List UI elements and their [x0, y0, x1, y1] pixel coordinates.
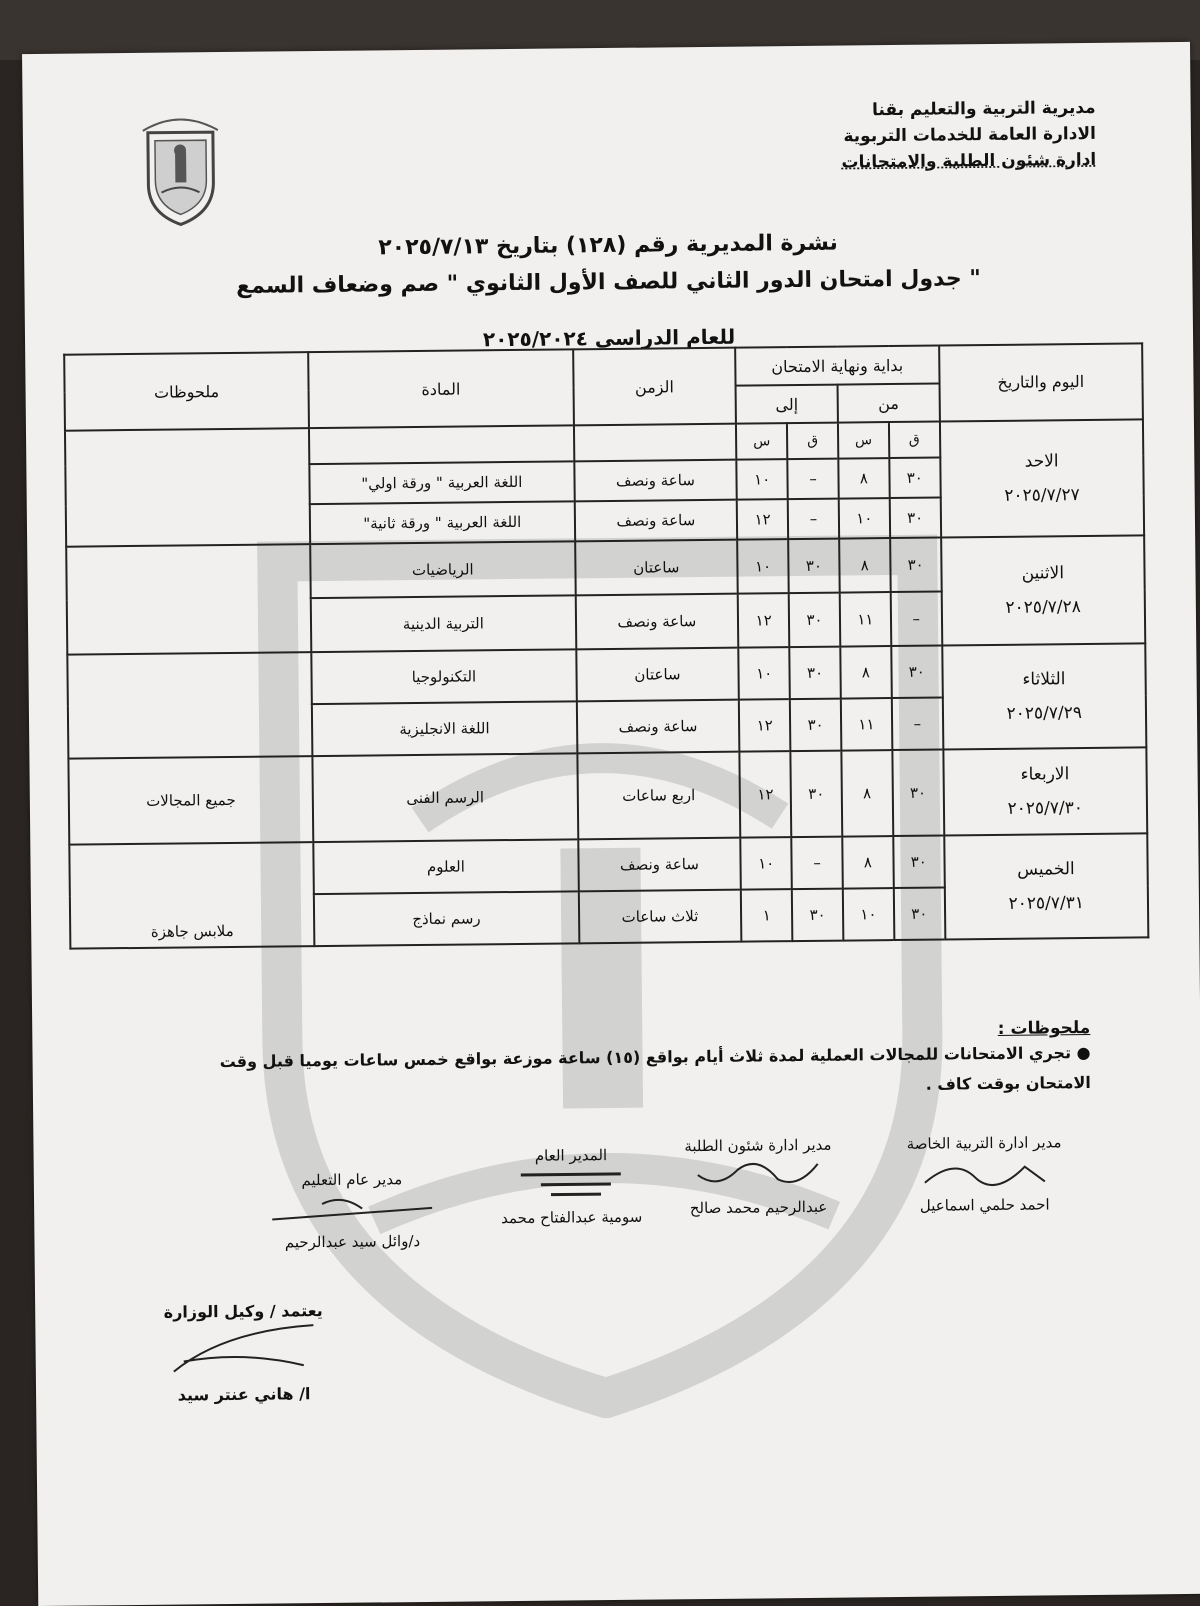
header-from: من — [837, 384, 939, 423]
day-date: ٢٠٢٥/٧/٢٨ — [1005, 597, 1081, 618]
header-line-2: الادارة العامة للخدمات التربوية — [843, 123, 1097, 147]
to-q: ٣٠ — [789, 647, 840, 700]
duration: ساعتان — [575, 540, 738, 596]
notes-cell: ملابس جاهزة — [69, 842, 314, 949]
header-day-date: اليوم والتاريخ — [939, 343, 1143, 421]
day-cell-tuesday — [942, 643, 1146, 749]
notes-title: ملحوظات : — [997, 1017, 1091, 1039]
subject: الرسم الفنى — [313, 753, 578, 842]
issuer-header — [841, 95, 1097, 176]
to-s: ١٢ — [739, 699, 790, 752]
signature-title: يعتمد / وكيل الوزارة — [163, 1301, 323, 1322]
to-q: – — [787, 459, 838, 500]
from-s: ٨ — [838, 458, 889, 499]
duration: ساعة ونصف — [575, 594, 738, 650]
to-s: ١٢ — [740, 751, 792, 838]
from-q: ٣٠ — [892, 750, 944, 837]
from-s: ٨ — [839, 538, 890, 593]
subheader-to-s: س — [736, 423, 787, 460]
schedule-title: جدول امتحان الدور الثاني للصف الأول الثانوي " صم وضعاف السمع " — [236, 266, 981, 299]
subject: التكنولوجيا — [311, 649, 576, 704]
subheader-from-q: ق — [889, 422, 940, 459]
note-line-2: الامتحان بوقت كاف . — [925, 1072, 1091, 1094]
notes-cell — [67, 652, 312, 759]
subject: العلوم — [313, 839, 578, 894]
ministry-seal-icon — [133, 112, 229, 228]
day-name: الاحد — [1024, 451, 1059, 472]
header-to: إلى — [736, 385, 838, 424]
from-s: ٨ — [841, 750, 893, 837]
from-q: – — [890, 592, 941, 647]
subject: اللغة الانجليزية — [312, 701, 577, 756]
from-q: ٣٠ — [890, 538, 941, 593]
signature-title: المدير العام — [534, 1146, 608, 1165]
duration: ساعة ونصف — [578, 838, 741, 892]
to-s: ١٢ — [737, 499, 788, 540]
handwritten-signature-icon — [262, 1188, 442, 1230]
day-date: ٢٠٢٥/٧/٣٠ — [1007, 798, 1084, 819]
to-q: ٣٠ — [789, 593, 840, 648]
note-text: تجري الامتحانات للمجالات العملية لمدة ثلاث أيام بواقع (١٥) ساعة موزعة بواقع خمس ساعات يوميا قبل وقت — [219, 1043, 1072, 1072]
to-q: ٣٠ — [792, 889, 843, 942]
document-page — [22, 42, 1200, 1606]
subject: اللغة العربية " ورقة اولي" — [309, 461, 574, 504]
day-date: ٢٠٢٥/٧/٢٧ — [1004, 485, 1080, 506]
header-start-end: بداية ونهاية الامتحان — [735, 346, 939, 386]
duration: ساعة ونصف — [574, 500, 737, 542]
to-q: ٣٠ — [788, 539, 839, 594]
header-duration: الزمن — [573, 348, 736, 426]
notes-cell: جميع المجالات — [68, 756, 313, 845]
table-row — [66, 535, 1145, 600]
handwritten-signature-icon — [501, 1164, 641, 1205]
duration: ساعة ونصف — [574, 460, 737, 502]
day-name: الخميس — [1017, 859, 1075, 880]
exam-schedule-table — [63, 342, 1149, 949]
signature-students-affairs — [684, 1136, 832, 1218]
to-s: ١٠ — [739, 647, 790, 700]
from-q: ٣٠ — [894, 888, 945, 941]
day-cell-wednesday — [943, 747, 1147, 835]
signature-title: مدير ادارة شئون الطلبة — [684, 1135, 832, 1156]
from-q: ٣٠ — [889, 498, 940, 539]
from-q: ٣٠ — [891, 646, 942, 699]
day-name: الاثنين — [1021, 563, 1065, 584]
signature-name: ا/ هاني عنتر سيد — [177, 1384, 311, 1405]
from-s: ١٠ — [839, 498, 890, 539]
to-s: ١٠ — [741, 837, 792, 890]
signature-education-manager — [262, 1170, 443, 1252]
duration: ساعتان — [576, 648, 739, 702]
signature-approval — [163, 1301, 324, 1405]
notes-section — [90, 1018, 1091, 1108]
header-notes: ملحوظات — [64, 352, 309, 431]
day-cell-monday — [941, 535, 1146, 645]
day-cell-thursday — [944, 833, 1148, 939]
signature-name: عبدالرحيم محمد صالح — [689, 1197, 828, 1218]
day-name: الثلاثاء — [1022, 669, 1066, 690]
subject: رسم نماذج — [314, 891, 579, 946]
signature-special-ed — [907, 1133, 1063, 1215]
from-s: ٨ — [842, 836, 893, 889]
from-q: ٣٠ — [893, 836, 944, 889]
notes-cell — [65, 428, 310, 547]
handwritten-signature-icon — [914, 1151, 1054, 1192]
from-s: ١١ — [841, 698, 892, 751]
bullet-icon: ● — [1070, 1042, 1091, 1063]
from-s: ١١ — [840, 592, 891, 647]
bulletin-title: نشرة المديرية رقم (١٢٨) بتاريخ ٢٠٢٥/٧/١٣ — [378, 230, 838, 261]
duration: ثلاث ساعات — [578, 890, 741, 944]
from-q: – — [892, 698, 943, 751]
to-q: ٣٠ — [790, 751, 842, 838]
signature-name: سومية عبدالفتاح محمد — [500, 1207, 643, 1228]
duration: اربع ساعات — [577, 752, 741, 840]
from-s: ٨ — [840, 646, 891, 699]
to-s: ١٢ — [738, 593, 789, 648]
notes-cell — [66, 544, 311, 655]
handwritten-signature-icon — [688, 1154, 828, 1195]
signature-title: مدير عام التعليم — [301, 1170, 403, 1190]
subject: الرياضيات — [310, 541, 575, 598]
subject: التربية الدينية — [311, 595, 576, 652]
subheader-from-s: س — [838, 422, 889, 459]
to-s: ١٠ — [737, 539, 788, 594]
header-line-1: مديرية التربية والتعليم بقنا — [871, 97, 1096, 121]
to-q: – — [788, 499, 839, 540]
from-q: ٣٠ — [889, 458, 940, 499]
table-row — [69, 833, 1147, 896]
duration: ساعة ونصف — [576, 700, 739, 754]
table-row — [68, 747, 1147, 844]
to-q: ٣٠ — [790, 699, 841, 752]
academic-year-title: للعام الدراسي ٢٠٢٥/٢٠٢٤ — [482, 324, 736, 352]
day-name: الاربعاء — [1020, 764, 1070, 785]
to-s: ١ — [741, 889, 792, 942]
signature-general-manager — [500, 1146, 642, 1227]
table-row — [67, 643, 1145, 706]
to-q: – — [791, 837, 842, 890]
signature-name: احمد حلمي اسماعيل — [919, 1195, 1050, 1215]
day-date: ٢٠٢٥/٧/٢٩ — [1006, 703, 1083, 724]
to-s: ١٠ — [737, 459, 788, 500]
day-date: ٢٠٢٥/٧/٣١ — [1008, 893, 1085, 914]
subheader-to-q: ق — [787, 423, 838, 460]
day-cell-sunday — [940, 419, 1145, 537]
signature-name: د/وائل سيد عبدالرحيم — [284, 1232, 421, 1252]
handwritten-signature-icon — [163, 1320, 324, 1382]
header-subject: المادة — [308, 349, 573, 428]
from-s: ١٠ — [843, 888, 894, 941]
subject: اللغة العربية " ورقة ثانية" — [310, 501, 575, 544]
signature-title: مدير ادارة التربية الخاصة — [906, 1133, 1062, 1153]
header-line-3: ادارة شئون الطلبة والامتحانات — [841, 149, 1097, 173]
